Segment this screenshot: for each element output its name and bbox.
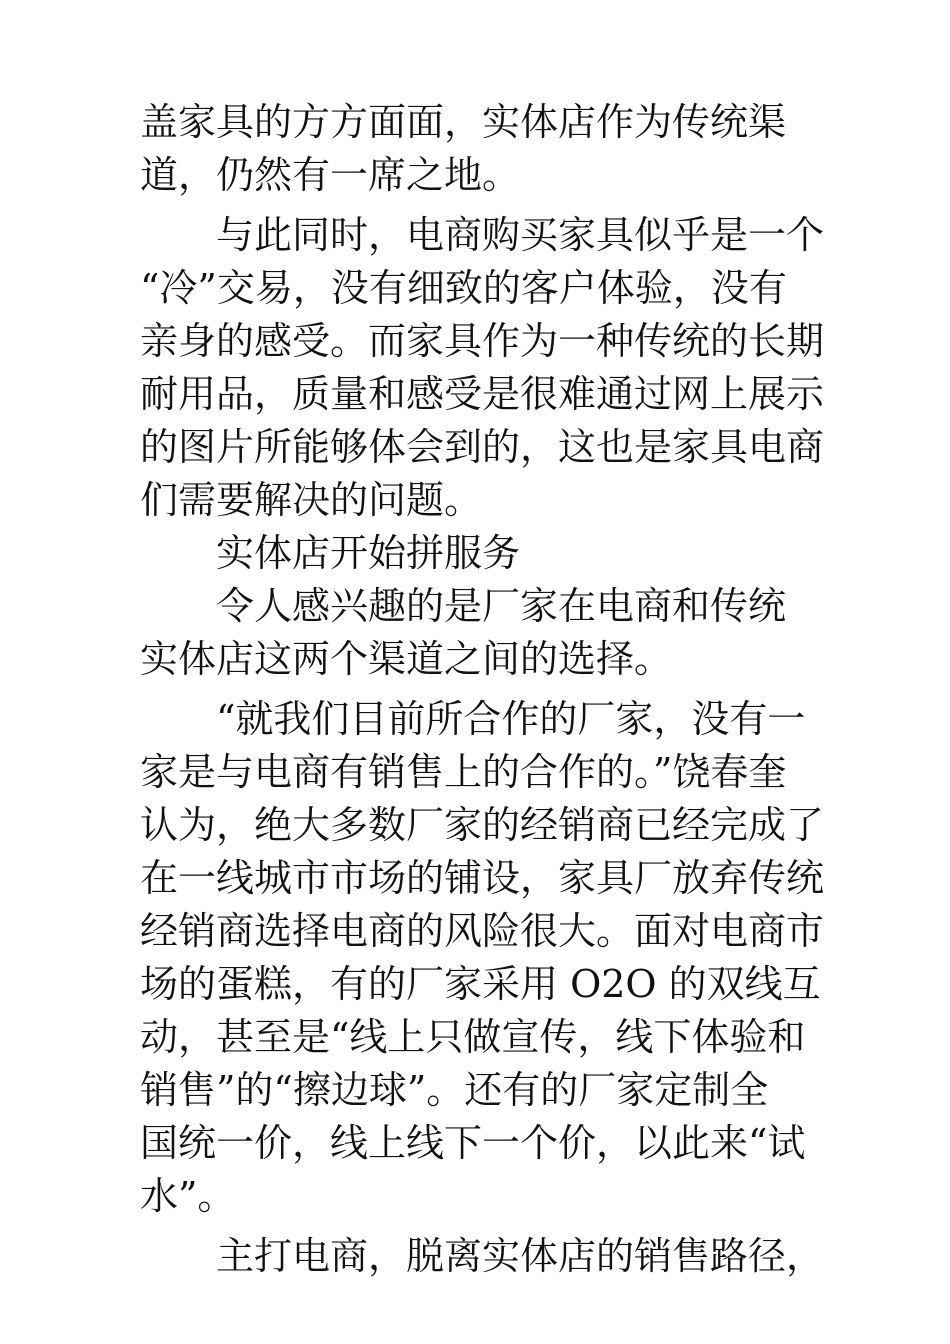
text-line: 实体店这两个渠道之间的选择。	[140, 637, 673, 681]
text-line: 耐用品，质量和感受是很难通过网上展示	[140, 372, 825, 416]
text-line: 的图片所能够体会到的，这也是家具电商	[140, 425, 825, 469]
text-line: 们需要解决的问题。	[140, 478, 483, 522]
text-line: 认为，绝大多数厂家的经销商已经完成了	[140, 803, 825, 847]
text-line: 国统一价，线上线下一个价，以此来“试	[140, 1121, 806, 1165]
text-line: 在一线城市市场的铺设，家具厂放弃传统	[140, 856, 825, 900]
paragraph-start-line: 主打电商，脱离实体店的销售路径，	[216, 1234, 825, 1278]
paragraph-start-line: 令人感兴趣的是厂家在电商和传统	[216, 584, 787, 628]
text-line: 盖家具的方方面面，实体店作为传统渠	[140, 100, 787, 144]
text-line: 家是与电商有销售上的合作的。”饶春奎	[140, 750, 787, 794]
section-heading: 实体店开始拼服务	[216, 531, 521, 575]
text-line: 场的蛋糕，有的厂家采用 O2O 的双线互	[140, 962, 821, 1006]
text-line: 亲身的感受。而家具作为一种传统的长期	[140, 319, 825, 363]
document-body	[140, 96, 825, 1283]
paragraph-start-line: 与此同时，电商购买家具似乎是一个	[216, 213, 825, 257]
text-line: “冷”交易，没有细致的客户体验，没有	[140, 266, 787, 310]
paragraph-start-line: “就我们目前所合作的厂家，没有一	[216, 697, 806, 741]
text-line: 销售”的“擦边球”。还有的厂家定制全	[140, 1068, 769, 1112]
text-line: 水”。	[140, 1174, 236, 1218]
text-line: 动，甚至是“线上只做宣传，线下体验和	[140, 1015, 806, 1059]
text-line: 道，仍然有一席之地。	[140, 153, 521, 197]
text-line: 经销商选择电商的风险很大。面对电商市	[140, 909, 825, 953]
